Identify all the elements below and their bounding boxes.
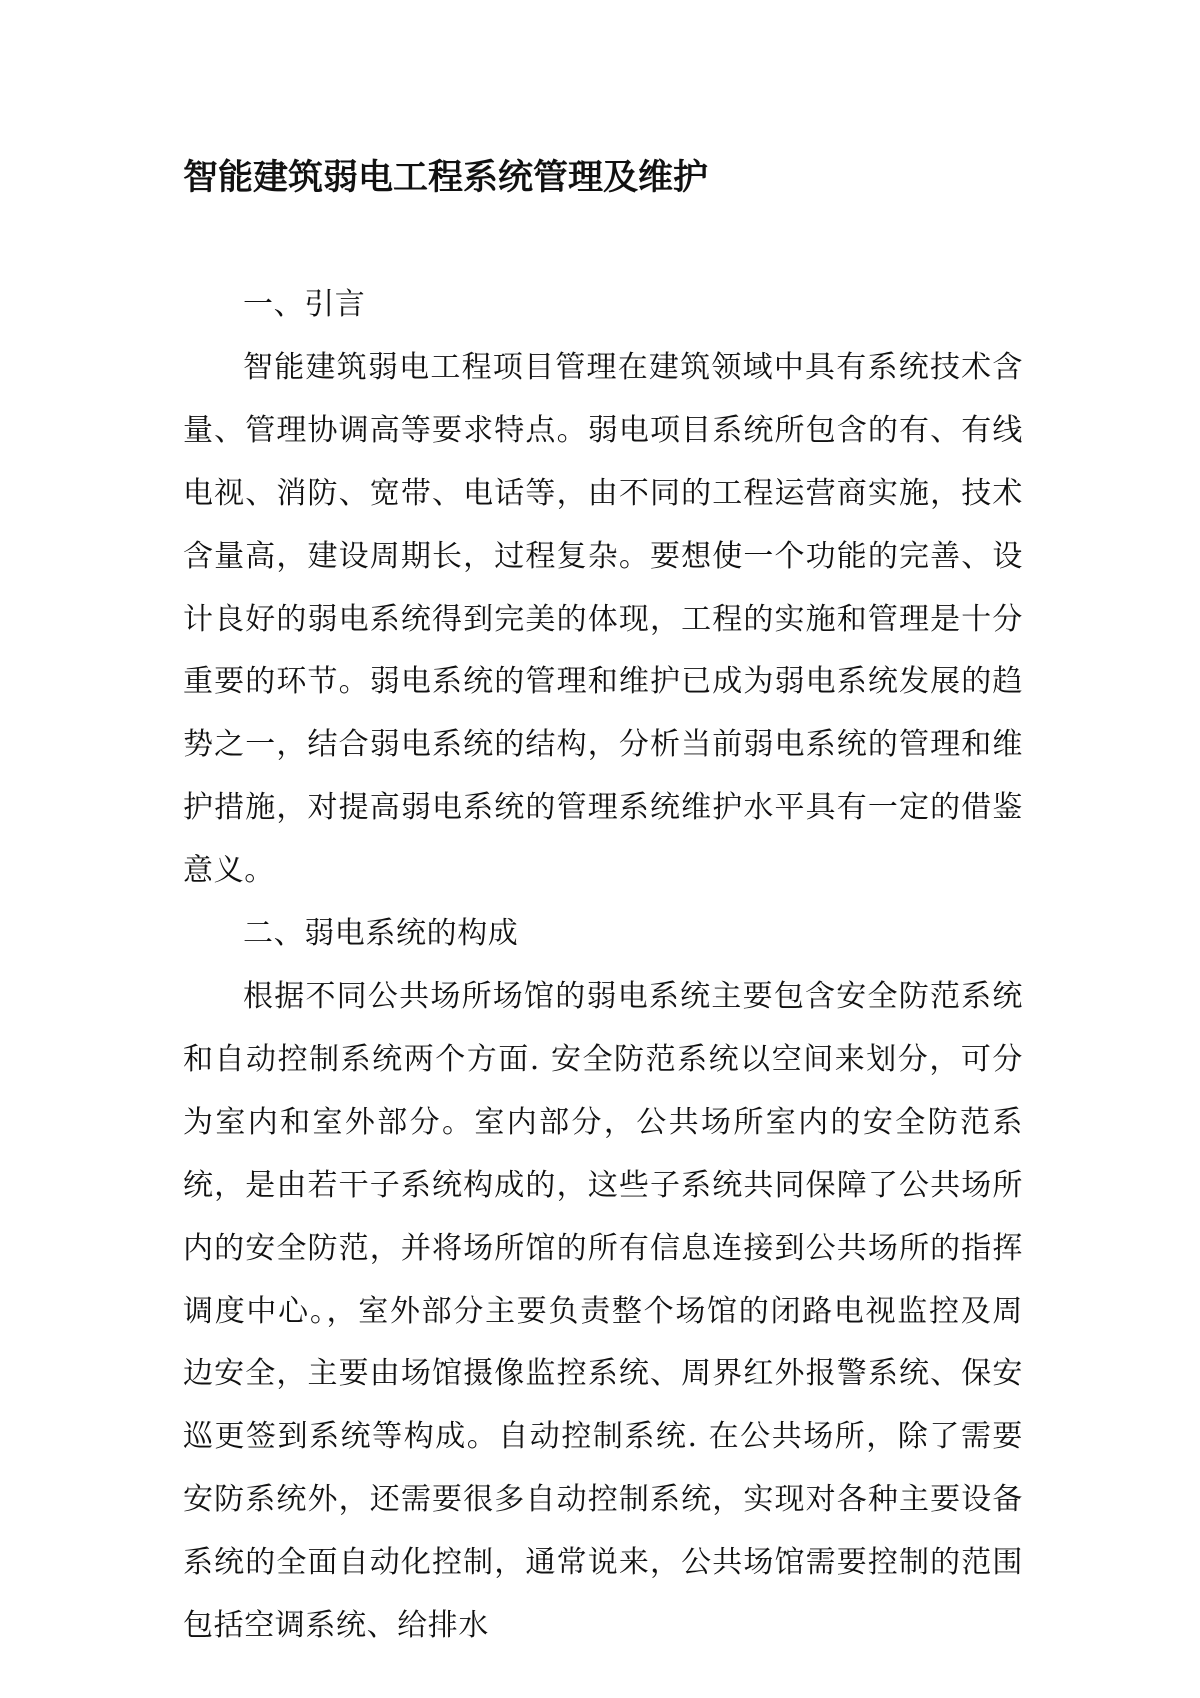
system-composition-paragraph: 根据不同公共场所场馆的弱电系统主要包含安全防范系统和自动控制系统两个方面. 安全防范系统以空间来划分，可分为室内和室外部分。室内部分，公共场所室内的安全防范系统，是由若干子系统构成的，这些子系统共同保障了公共场所内的安全防范，并将场所馆的所有信息连接到公共场所的指挥调度中心。，室外部分主要负责整个场馆的闭路电视监控及周边安全，主要由场馆摄像监控系统、周界红外报警系统、保安巡更签到系统等构成。自动控制系统. 在公共场所，除了需要安防系统外，还需要很多自动控制系统，实现对各种主要设备系统的全面自动化控制，通常说来，公共场馆需要控制的范围包括空调系统、给排水 [183,978,1023,1644]
document-title: 智能建筑弱电工程系统管理及维护 [183,157,709,198]
section-heading-introduction: 一、引言 [243,287,366,322]
section-heading-system-composition: 二、弱电系统的构成 [243,916,519,952]
document-body [183,274,1023,1658]
introduction-paragraph: 智能建筑弱电工程项目管理在建筑领域中具有系统技术含量、管理协调高等要求特点。弱电项目系统所包含的有、有线电视、消防、宽带、电话等，由不同的工程运营商实施，技术含量高，建设周期长，过程复杂。要想使一个功能的完善、设计良好的弱电系统得到完美的体现，工程的实施和管理是十分重要的环节。弱电系统的管理和维护已成为弱电系统发展的趋势之一，结合弱电系统的结构，分析当前弱电系统的管理和维护措施，对提高弱电系统的管理系统维护水平具有一定的借鉴意义。 [183,349,1023,889]
